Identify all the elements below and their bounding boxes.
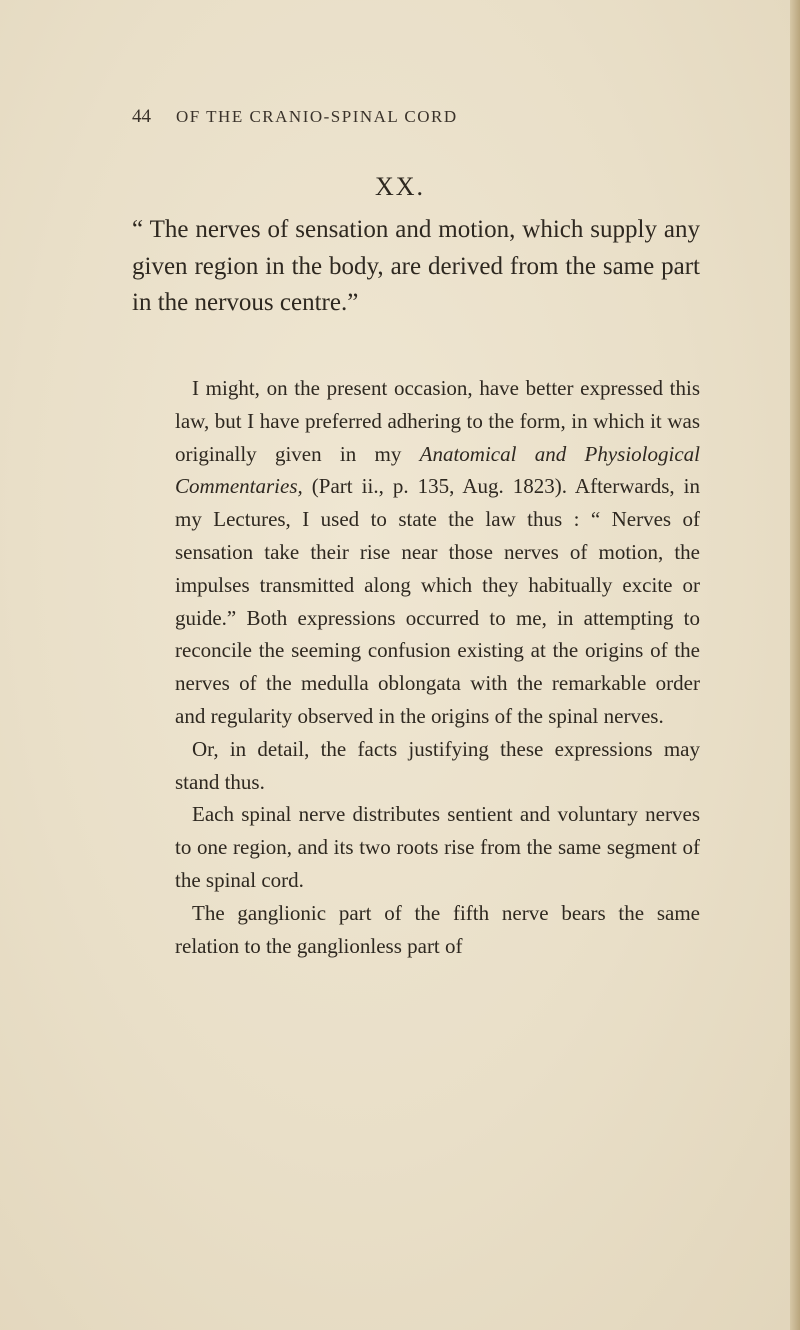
law-statement: “ The nerves of sensation and motion, which supply any given region in the body, are derived from the same part in the nervous centre.” bbox=[132, 216, 700, 316]
paragraph-2: Or, in detail, the facts justifying these expressions may stand thus. bbox=[175, 736, 700, 794]
paragraph-1 bbox=[175, 372, 700, 733]
page-number: 44 bbox=[132, 106, 151, 127]
section-numeral: XX. bbox=[374, 172, 426, 201]
paragraph-3: Each spinal nerve distributes sentient and voluntary nerves to one region, and its two roots rise from the same segment of the spinal cord. bbox=[175, 802, 700, 892]
running-head-title: OF THE CRANIO-SPINAL CORD bbox=[176, 107, 458, 126]
paragraph-1-end: (Part ii., p. 135, Aug. 1823). Afterwards, in my Lectures, I used to state the law thus : “ Nerves of sensation take their rise near those nerves of motion, the impulses transmitted along which they habitually excite or guide.” Both expressions occurred to me, in attempting to reconcile the seeming confusion existing at the origins of the nerves of the medulla oblongata with the remarkable order and regularity observed in the origins of the spinal nerves. bbox=[175, 474, 700, 728]
running-head bbox=[132, 106, 692, 130]
book-title-italic: Anatomical and Physiological Commentaries, bbox=[175, 441, 700, 499]
paragraph-1-start: I might, on the present occasion, have better expressed this law, but I have preferred adhering to the form, in which it was originally given in my bbox=[175, 376, 700, 466]
paragraph-4: The ganglionic part of the fifth nerve bears the same relation to the ganglionless part of bbox=[175, 900, 700, 958]
body-text bbox=[175, 372, 700, 962]
